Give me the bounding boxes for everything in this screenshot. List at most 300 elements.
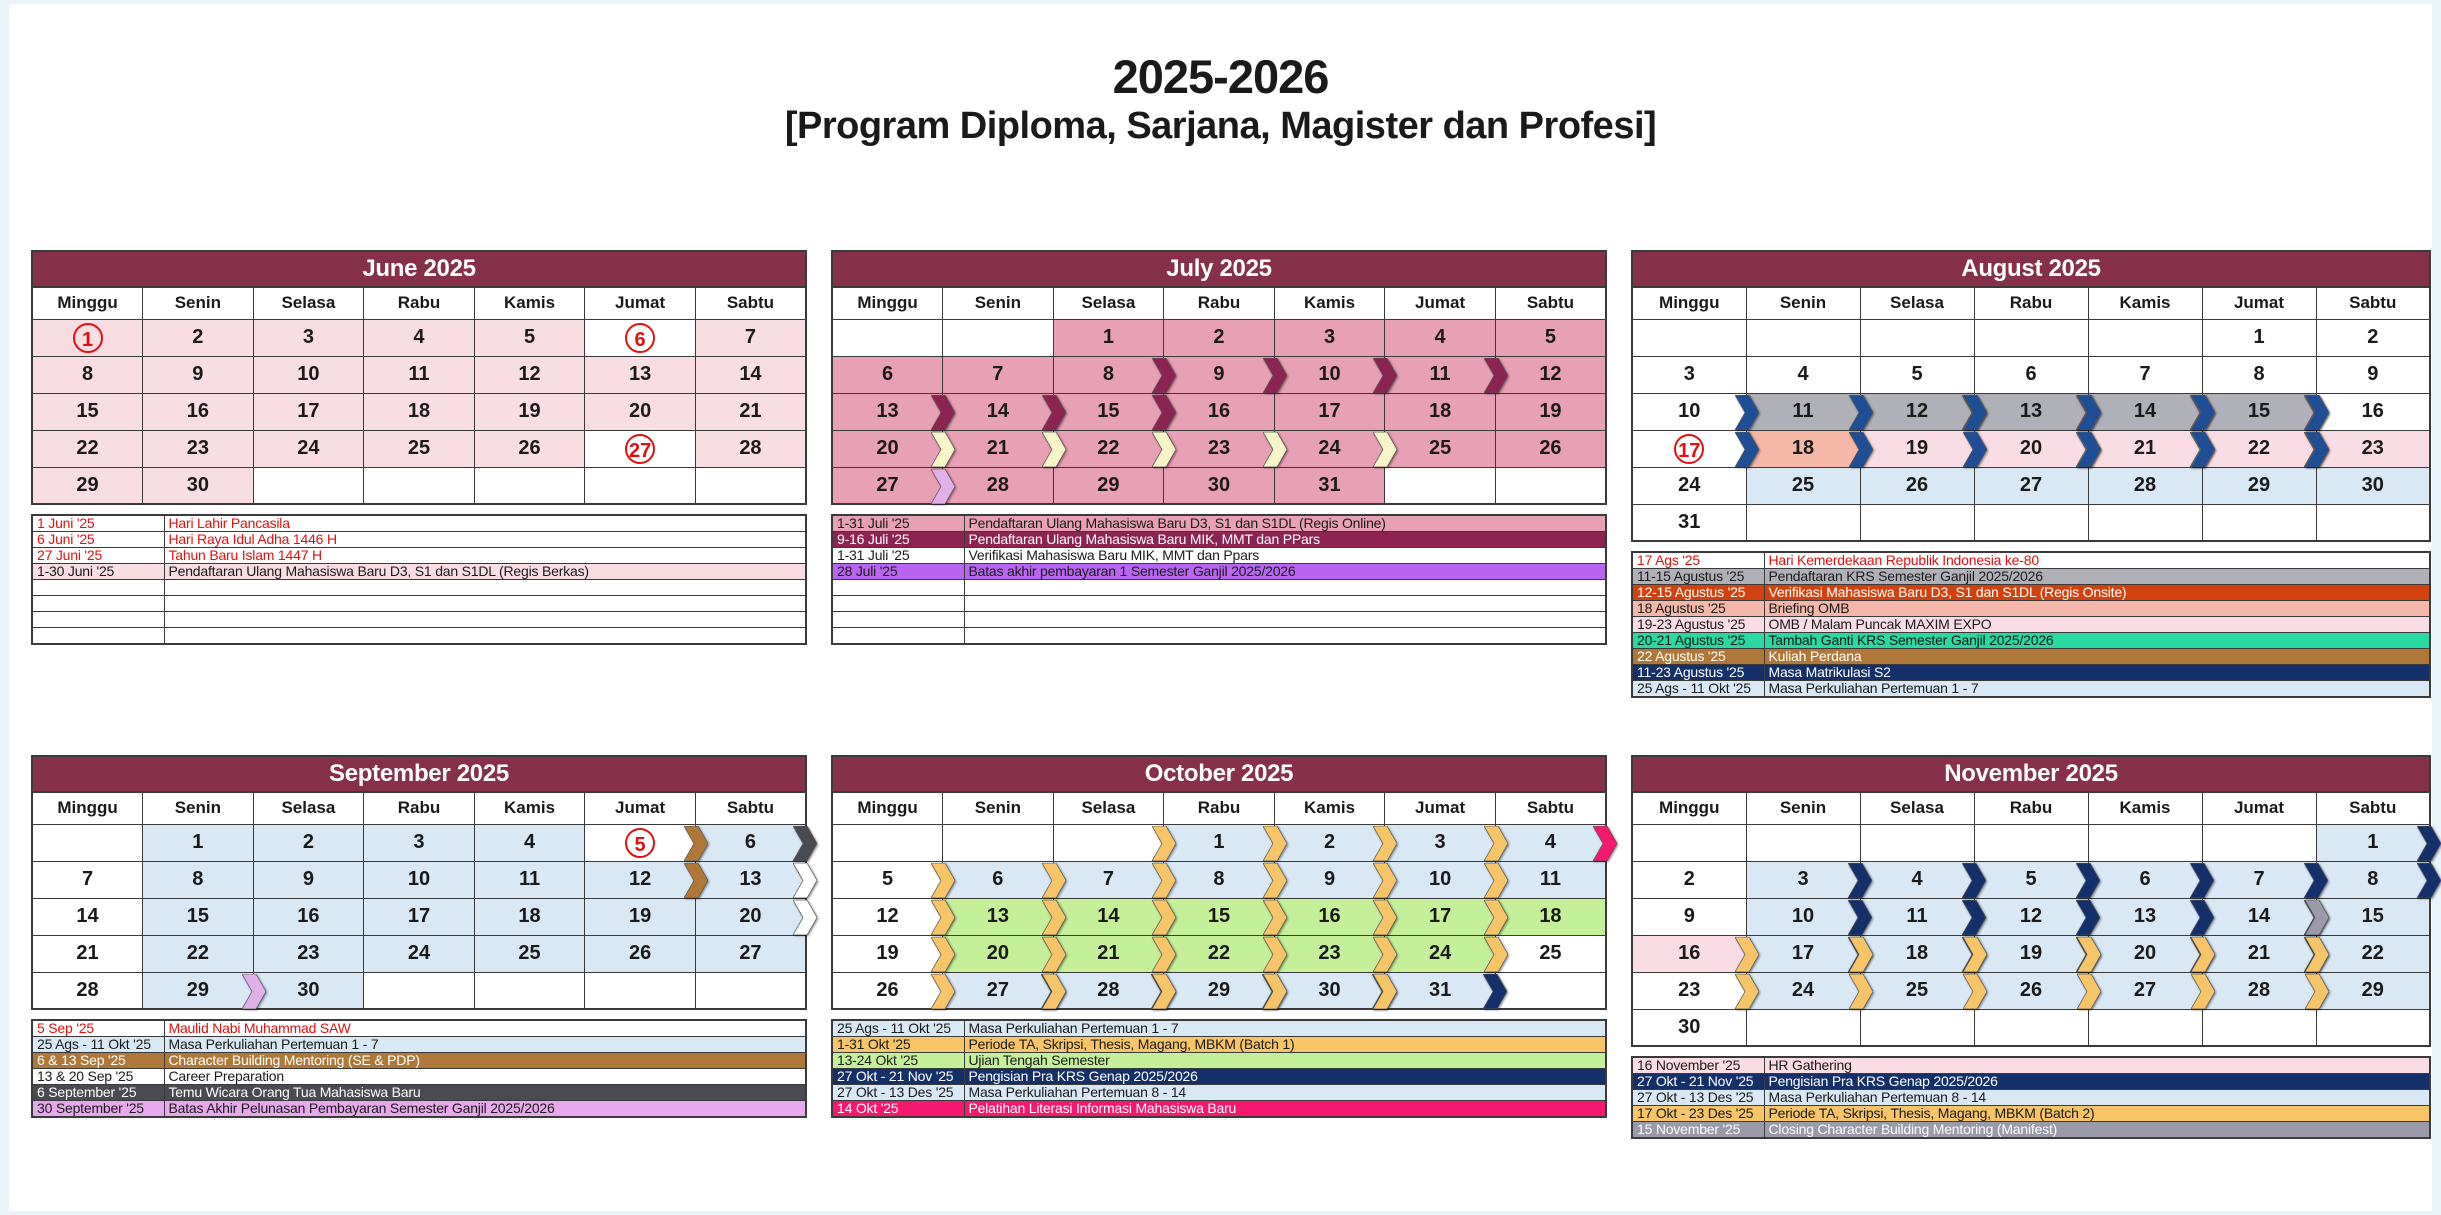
event-chevron-marker xyxy=(1152,432,1176,467)
day-cell[interactable] xyxy=(1274,356,1385,393)
day-cell[interactable] xyxy=(1385,319,1496,356)
day-number: 9 xyxy=(1213,363,1225,385)
legend-spacer-row xyxy=(32,580,806,596)
day-cell[interactable] xyxy=(143,430,254,467)
day-number: 14 xyxy=(2247,905,2271,927)
legend-row xyxy=(1632,552,2430,569)
day-cell[interactable] xyxy=(695,861,806,898)
legend-date: 27 Juni '25 xyxy=(32,548,164,564)
day-number: 31 xyxy=(1428,978,1452,1001)
day-cell[interactable] xyxy=(1495,898,1606,935)
day-cell[interactable] xyxy=(1053,898,1164,935)
day-cell[interactable] xyxy=(143,898,254,935)
day-number: 20 xyxy=(2133,942,2157,964)
day-cell[interactable] xyxy=(1746,861,1860,898)
dow-header-kamis: Kamis xyxy=(474,792,585,824)
day-cell[interactable] xyxy=(1274,898,1385,935)
day-number: 11 xyxy=(1906,905,1928,927)
day-cell[interactable] xyxy=(32,319,143,356)
day-cell[interactable] xyxy=(253,824,364,861)
day-cell[interactable] xyxy=(585,319,696,356)
day-number: 30 xyxy=(186,473,209,496)
legend-spacer-row xyxy=(32,612,806,628)
day-cell[interactable] xyxy=(695,356,806,393)
day-number: 11 xyxy=(1539,868,1562,890)
day-cell[interactable] xyxy=(2088,972,2202,1009)
day-cell-empty xyxy=(1385,467,1496,504)
day-cell[interactable] xyxy=(1495,935,1606,972)
day-cell[interactable] xyxy=(2316,898,2430,935)
day-cell[interactable] xyxy=(1632,356,1746,393)
day-cell[interactable] xyxy=(364,824,475,861)
day-number: 17 xyxy=(1428,905,1452,927)
day-cell[interactable] xyxy=(695,935,806,972)
month-calendar-table xyxy=(831,250,1607,505)
day-cell[interactable] xyxy=(1495,356,1606,393)
day-number: 14 xyxy=(2133,400,2157,422)
day-cell[interactable] xyxy=(2202,935,2316,972)
event-chevron-marker xyxy=(931,974,955,1009)
day-number: 17 xyxy=(1674,434,1704,464)
day-cell[interactable] xyxy=(585,356,696,393)
day-cell[interactable] xyxy=(943,972,1054,1009)
day-cell[interactable] xyxy=(1053,861,1164,898)
day-cell[interactable] xyxy=(1164,861,1275,898)
legend-row xyxy=(832,564,1606,580)
dow-header-kamis: Kamis xyxy=(2088,792,2202,824)
dow-header-senin: Senin xyxy=(1746,287,1860,319)
day-cell[interactable] xyxy=(1274,861,1385,898)
legend-row xyxy=(1632,617,2430,633)
week-row xyxy=(1632,898,2430,935)
day-cell[interactable] xyxy=(1495,861,1606,898)
day-number: 26 xyxy=(876,978,899,1001)
day-cell[interactable] xyxy=(1164,467,1275,504)
day-cell[interactable] xyxy=(943,393,1054,430)
day-cell[interactable] xyxy=(2202,972,2316,1009)
day-cell[interactable] xyxy=(1164,430,1275,467)
day-cell[interactable] xyxy=(2316,824,2430,861)
day-cell[interactable] xyxy=(474,393,585,430)
day-cell[interactable] xyxy=(1632,972,1746,1009)
day-cell[interactable] xyxy=(1860,356,1974,393)
day-cell[interactable] xyxy=(1860,393,1974,430)
day-cell[interactable] xyxy=(143,356,254,393)
day-number: 21 xyxy=(986,437,1009,459)
day-cell[interactable] xyxy=(1053,935,1164,972)
dow-header-senin: Senin xyxy=(143,287,254,319)
day-cell[interactable] xyxy=(1632,898,1746,935)
day-cell[interactable] xyxy=(2202,861,2316,898)
day-cell[interactable] xyxy=(1632,861,1746,898)
day-cell[interactable] xyxy=(1746,467,1860,504)
day-cell[interactable] xyxy=(1274,935,1385,972)
day-cell[interactable] xyxy=(32,356,143,393)
day-cell[interactable] xyxy=(253,393,364,430)
day-cell[interactable] xyxy=(2202,898,2316,935)
day-cell[interactable] xyxy=(943,430,1054,467)
dow-header-minggu: Minggu xyxy=(1632,287,1746,319)
day-number: 26 xyxy=(1539,437,1562,459)
event-chevron-marker xyxy=(1152,900,1176,935)
event-chevron-marker xyxy=(2077,395,2101,430)
day-cell[interactable] xyxy=(943,467,1054,504)
month-title: October 2025 xyxy=(832,756,1606,792)
day-cell[interactable] xyxy=(364,898,475,935)
day-cell[interactable] xyxy=(2316,972,2430,1009)
day-cell[interactable] xyxy=(1746,430,1860,467)
day-cell[interactable] xyxy=(143,935,254,972)
day-cell[interactable] xyxy=(2088,898,2202,935)
day-cell[interactable] xyxy=(2316,467,2430,504)
legend-spacer-row xyxy=(832,596,1606,612)
day-cell[interactable] xyxy=(1274,467,1385,504)
day-cell[interactable] xyxy=(585,935,696,972)
day-cell[interactable] xyxy=(585,393,696,430)
day-cell[interactable] xyxy=(1385,898,1496,935)
week-row xyxy=(1632,467,2430,504)
legend-row xyxy=(32,1020,806,1037)
day-number: 21 xyxy=(739,400,762,422)
day-cell[interactable] xyxy=(2316,935,2430,972)
day-number: 1 xyxy=(192,831,204,853)
day-cell[interactable] xyxy=(2316,393,2430,430)
dow-header-selasa: Selasa xyxy=(253,287,364,319)
day-cell[interactable] xyxy=(143,824,254,861)
legend-description: Hari Raya Idul Adha 1446 H xyxy=(164,532,806,548)
day-cell-empty xyxy=(1495,467,1606,504)
event-chevron-marker xyxy=(1849,937,1873,972)
day-cell[interactable] xyxy=(1164,824,1275,861)
day-cell[interactable] xyxy=(2088,935,2202,972)
day-cell[interactable] xyxy=(585,898,696,935)
event-chevron-marker xyxy=(1263,432,1287,467)
day-cell[interactable] xyxy=(1974,356,2088,393)
day-cell[interactable] xyxy=(1974,935,2088,972)
day-number: 9 xyxy=(192,363,204,385)
day-cell[interactable] xyxy=(2202,393,2316,430)
day-cell[interactable] xyxy=(1860,935,1974,972)
day-cell[interactable] xyxy=(832,467,943,504)
legend-date: 12-15 Agustus '25 xyxy=(1632,585,1764,601)
day-cell[interactable] xyxy=(1495,319,1606,356)
event-chevron-marker xyxy=(2305,900,2329,935)
week-row xyxy=(32,467,806,504)
day-cell[interactable] xyxy=(832,972,943,1009)
day-cell[interactable] xyxy=(1274,319,1385,356)
day-cell[interactable] xyxy=(585,824,696,861)
day-cell[interactable] xyxy=(32,393,143,430)
day-cell[interactable] xyxy=(32,898,143,935)
day-cell[interactable] xyxy=(695,319,806,356)
day-cell[interactable] xyxy=(253,935,364,972)
day-cell[interactable] xyxy=(943,861,1054,898)
day-cell[interactable] xyxy=(1974,972,2088,1009)
event-chevron-marker xyxy=(931,937,955,972)
day-cell[interactable] xyxy=(1385,430,1496,467)
day-cell[interactable] xyxy=(253,898,364,935)
event-chevron-marker xyxy=(1373,432,1397,467)
day-cell[interactable] xyxy=(1860,430,1974,467)
day-number: 20 xyxy=(986,942,1009,964)
legend-description: Verifikasi Mahasiswa Baru MIK, MMT dan Ppars xyxy=(964,548,1606,564)
day-cell[interactable] xyxy=(1274,824,1385,861)
day-cell[interactable] xyxy=(943,356,1054,393)
day-cell[interactable] xyxy=(32,935,143,972)
day-number: 18 xyxy=(1791,437,1815,459)
day-cell[interactable] xyxy=(2316,861,2430,898)
day-cell[interactable] xyxy=(1164,898,1275,935)
day-number: 23 xyxy=(186,437,209,459)
week-row xyxy=(1632,1009,2430,1046)
dow-header-senin: Senin xyxy=(1746,792,1860,824)
month-legend-table xyxy=(31,514,807,645)
day-cell[interactable] xyxy=(585,430,696,467)
day-cell[interactable] xyxy=(832,861,943,898)
legend-row xyxy=(32,548,806,564)
day-number: 9 xyxy=(1323,868,1336,890)
day-cell[interactable] xyxy=(1164,972,1275,1009)
day-cell[interactable] xyxy=(253,356,364,393)
day-cell[interactable] xyxy=(253,861,364,898)
week-row xyxy=(832,972,1606,1009)
day-number: 29 xyxy=(1207,978,1231,1001)
day-cell-empty xyxy=(364,972,475,1009)
week-row xyxy=(832,898,1606,935)
legend-description: Pendaftaran KRS Semester Ganjil 2025/2026 xyxy=(1764,569,2430,585)
event-chevron-marker xyxy=(2076,900,2100,935)
day-cell-empty xyxy=(2088,319,2202,356)
day-cell[interactable] xyxy=(2316,356,2430,393)
day-cell-empty xyxy=(2088,824,2202,861)
day-cell[interactable] xyxy=(1053,356,1164,393)
day-cell[interactable] xyxy=(474,935,585,972)
day-cell[interactable] xyxy=(1860,467,1974,504)
event-chevron-marker xyxy=(2417,863,2441,898)
day-cell[interactable] xyxy=(364,935,475,972)
day-number: 12 xyxy=(628,868,652,890)
day-cell[interactable] xyxy=(474,861,585,898)
day-cell[interactable] xyxy=(832,393,943,430)
day-cell[interactable] xyxy=(1632,935,1746,972)
month-legend-table xyxy=(31,1019,807,1118)
day-number: 10 xyxy=(407,868,431,890)
day-cell[interactable] xyxy=(1053,430,1164,467)
week-row xyxy=(32,356,806,393)
day-cell[interactable] xyxy=(832,898,943,935)
day-cell[interactable] xyxy=(1053,467,1164,504)
day-cell[interactable] xyxy=(1974,430,2088,467)
day-cell[interactable] xyxy=(1746,972,1860,1009)
day-cell[interactable] xyxy=(2202,356,2316,393)
day-cell[interactable] xyxy=(832,356,943,393)
day-cell[interactable] xyxy=(2202,430,2316,467)
day-cell[interactable] xyxy=(695,898,806,935)
week-row xyxy=(832,861,1606,898)
legend-date: 17 Ags '25 xyxy=(1632,552,1764,569)
legend-date: 1-31 Juli '25 xyxy=(832,515,964,532)
day-cell[interactable] xyxy=(1860,898,1974,935)
week-row xyxy=(32,319,806,356)
day-cell[interactable] xyxy=(1164,319,1275,356)
day-cell[interactable] xyxy=(143,319,254,356)
day-number: 4 xyxy=(1544,831,1556,853)
day-cell[interactable] xyxy=(832,430,943,467)
month-block xyxy=(1631,755,2431,1139)
day-cell[interactable] xyxy=(695,824,806,861)
day-number: 2 xyxy=(2367,326,2379,348)
day-cell[interactable] xyxy=(474,824,585,861)
day-cell[interactable] xyxy=(1860,972,1974,1009)
day-cell[interactable] xyxy=(143,467,254,504)
day-cell[interactable] xyxy=(1495,393,1606,430)
event-chevron-marker xyxy=(2190,863,2214,898)
day-cell[interactable] xyxy=(1164,356,1275,393)
day-cell[interactable] xyxy=(1385,824,1496,861)
day-cell[interactable] xyxy=(253,972,364,1009)
week-row xyxy=(1632,356,2430,393)
legend-description: Pendaftaran Ulang Mahasiswa Baru MIK, MMT dan PPars xyxy=(964,532,1606,548)
day-number: 24 xyxy=(297,437,320,459)
day-cell[interactable] xyxy=(1274,430,1385,467)
day-cell[interactable] xyxy=(2088,467,2202,504)
day-cell[interactable] xyxy=(2088,393,2202,430)
day-cell[interactable] xyxy=(1746,935,1860,972)
day-cell[interactable] xyxy=(1164,393,1275,430)
day-cell[interactable] xyxy=(1385,972,1496,1009)
day-cell[interactable] xyxy=(695,393,806,430)
day-cell[interactable] xyxy=(1053,393,1164,430)
day-number: 19 xyxy=(1905,437,1929,459)
day-cell[interactable] xyxy=(2088,430,2202,467)
day-cell[interactable] xyxy=(1632,430,1746,467)
day-cell[interactable] xyxy=(943,935,1054,972)
day-cell[interactable] xyxy=(474,319,585,356)
week-row xyxy=(32,861,806,898)
day-cell[interactable] xyxy=(2202,467,2316,504)
legend-row xyxy=(1632,569,2430,585)
day-cell[interactable] xyxy=(1385,356,1496,393)
day-cell[interactable] xyxy=(1495,824,1606,861)
day-number: 17 xyxy=(407,905,431,927)
legend-row xyxy=(1632,585,2430,601)
day-cell[interactable] xyxy=(32,467,143,504)
day-number: 7 xyxy=(2139,363,2151,385)
day-cell[interactable] xyxy=(1746,898,1860,935)
day-cell[interactable] xyxy=(695,430,806,467)
day-cell[interactable] xyxy=(32,430,143,467)
event-chevron-marker xyxy=(1484,900,1508,935)
day-number: 21 xyxy=(76,942,99,964)
day-cell[interactable] xyxy=(1974,467,2088,504)
day-cell[interactable] xyxy=(1746,393,1860,430)
day-number: 4 xyxy=(413,326,425,348)
day-cell[interactable] xyxy=(1495,430,1606,467)
day-cell[interactable] xyxy=(364,356,475,393)
day-cell[interactable] xyxy=(1632,393,1746,430)
event-chevron-marker xyxy=(931,395,955,430)
day-cell[interactable] xyxy=(585,861,696,898)
day-cell[interactable] xyxy=(143,861,254,898)
day-cell[interactable] xyxy=(2316,319,2430,356)
day-cell[interactable] xyxy=(32,861,143,898)
legend-spacer-cell xyxy=(32,596,164,612)
day-cell[interactable] xyxy=(2088,356,2202,393)
day-cell-empty xyxy=(1746,504,1860,541)
day-cell[interactable] xyxy=(2088,861,2202,898)
legend-spacer-row xyxy=(832,612,1606,628)
event-chevron-marker xyxy=(1735,432,1759,467)
day-cell[interactable] xyxy=(364,319,475,356)
event-chevron-marker xyxy=(242,974,266,1009)
dow-header-rabu: Rabu xyxy=(1974,287,2088,319)
day-cell[interactable] xyxy=(474,356,585,393)
week-row xyxy=(832,393,1606,430)
day-number: 26 xyxy=(628,942,652,964)
day-cell[interactable] xyxy=(1274,393,1385,430)
day-number: 27 xyxy=(2133,979,2157,1001)
day-cell[interactable] xyxy=(1746,356,1860,393)
event-chevron-marker xyxy=(2191,937,2215,972)
day-number: 27 xyxy=(625,434,655,464)
day-cell[interactable] xyxy=(364,861,475,898)
day-cell[interactable] xyxy=(364,393,475,430)
day-cell[interactable] xyxy=(2316,430,2430,467)
day-cell[interactable] xyxy=(143,393,254,430)
day-cell[interactable] xyxy=(1274,972,1385,1009)
day-cell[interactable] xyxy=(1974,861,2088,898)
day-cell[interactable] xyxy=(474,898,585,935)
day-cell[interactable] xyxy=(1860,861,1974,898)
day-number: 18 xyxy=(1539,905,1562,927)
day-cell-empty xyxy=(2202,824,2316,861)
day-cell[interactable] xyxy=(1385,393,1496,430)
legend-spacer-cell xyxy=(164,596,806,612)
day-cell-empty xyxy=(253,467,364,504)
day-cell[interactable] xyxy=(1164,935,1275,972)
day-cell[interactable] xyxy=(1632,1009,1746,1046)
day-cell[interactable] xyxy=(943,898,1054,935)
day-cell[interactable] xyxy=(1632,467,1746,504)
day-cell[interactable] xyxy=(143,972,254,1009)
event-chevron-marker xyxy=(1373,358,1397,393)
day-number: 16 xyxy=(297,905,320,927)
day-number: 3 xyxy=(413,831,425,853)
day-cell[interactable] xyxy=(32,972,143,1009)
day-number: 24 xyxy=(407,942,431,964)
day-cell[interactable] xyxy=(1053,972,1164,1009)
day-cell[interactable] xyxy=(253,430,364,467)
day-cell[interactable] xyxy=(1053,319,1164,356)
day-cell-empty xyxy=(943,319,1054,356)
day-cell[interactable] xyxy=(474,430,585,467)
day-number: 25 xyxy=(1539,942,1562,964)
day-cell[interactable] xyxy=(2202,319,2316,356)
day-cell[interactable] xyxy=(364,430,475,467)
day-cell[interactable] xyxy=(1974,898,2088,935)
day-cell[interactable] xyxy=(1385,861,1496,898)
day-cell[interactable] xyxy=(1385,935,1496,972)
day-cell[interactable] xyxy=(1974,393,2088,430)
event-chevron-marker xyxy=(2305,395,2329,430)
day-cell-empty xyxy=(2316,504,2430,541)
legend-row xyxy=(1632,1122,2430,1139)
day-number: 14 xyxy=(739,363,762,385)
day-cell[interactable] xyxy=(253,319,364,356)
day-cell[interactable] xyxy=(1632,504,1746,541)
dow-header-selasa: Selasa xyxy=(253,792,364,824)
day-cell[interactable] xyxy=(832,935,943,972)
